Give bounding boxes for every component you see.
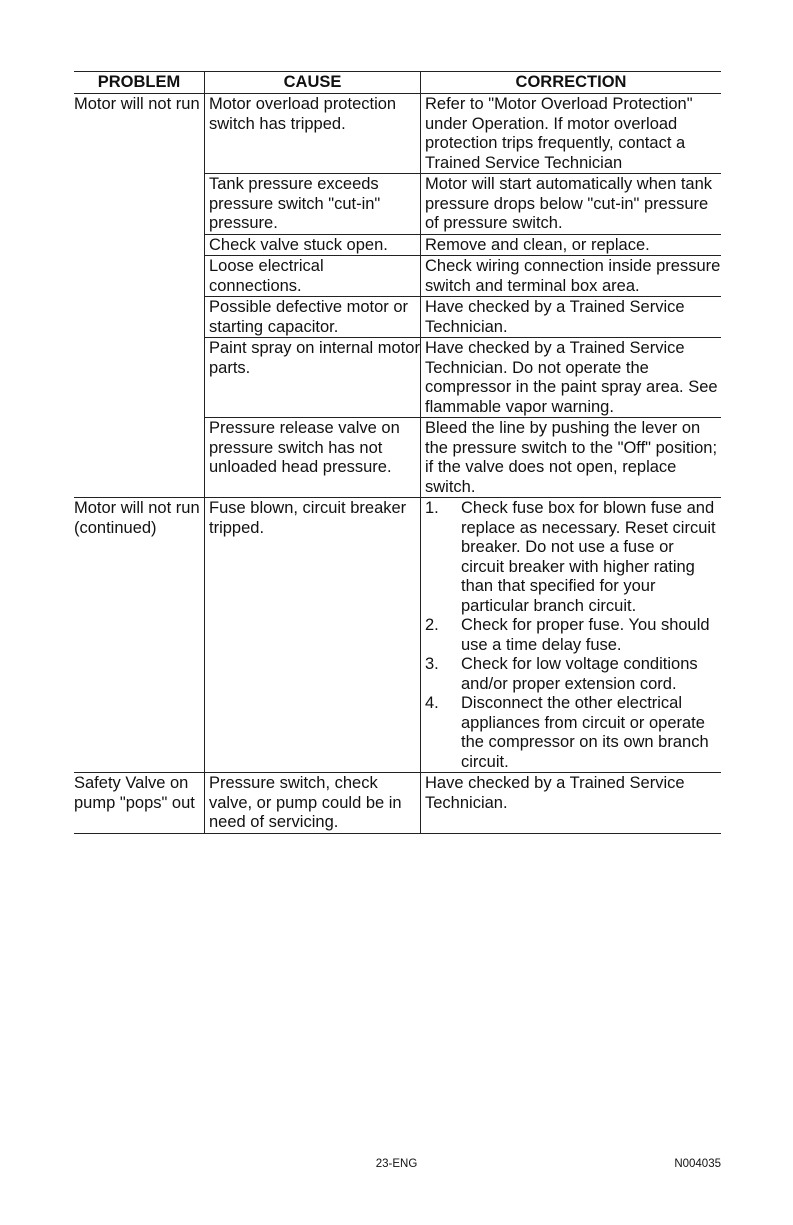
step-text: Check fuse box for blown fuse and replace as necessary. Reset circuit breaker. Do not use a fuse or circuit breaker with higher rating than that specified for your particular branch circuit.	[461, 499, 716, 615]
problem-cell: Motor will not run (continued)	[74, 499, 200, 537]
list-item	[425, 616, 721, 655]
header-problem: PROBLEM	[97, 73, 181, 91]
cause-cell: Fuse blown, circuit breaker tripped.	[204, 498, 420, 772]
troubleshooting-table	[74, 71, 721, 834]
list-item	[425, 694, 721, 772]
list-item	[425, 655, 721, 694]
table-row	[204, 418, 721, 497]
table-row	[204, 773, 721, 833]
correction-cell: Have checked by a Trained Service Technician.	[420, 773, 721, 833]
page-number: 23-ENG	[375, 1158, 418, 1170]
problem-cell: Motor will not run	[74, 95, 200, 113]
cause-cell: Possible defective motor or starting capacitor.	[204, 297, 420, 337]
list-item	[425, 499, 721, 616]
table-header	[74, 72, 721, 94]
correction-steps	[425, 499, 721, 772]
correction-cell: Motor will start automatically when tank pressure drops below "cut-in" pressure of pressure switch.	[420, 174, 721, 234]
table-row	[204, 256, 721, 297]
step-number: 1.	[425, 499, 439, 517]
step-text: Check for low voltage conditions and/or proper extension cord.	[461, 655, 698, 693]
cause-cell: Paint spray on internal motor parts.	[204, 338, 420, 417]
table-group	[74, 773, 721, 834]
header-cause: CAUSE	[204, 72, 420, 93]
correction-cell	[420, 498, 721, 772]
table-row	[204, 297, 721, 338]
correction-cell: Refer to "Motor Overload Protection" under Operation. If motor overload protection trips frequently, contact a Trained Service Technician	[420, 94, 721, 173]
correction-cell: Remove and clean, or replace.	[420, 235, 721, 256]
cause-cell: Check valve stuck open.	[204, 235, 420, 256]
step-text: Disconnect the other electrical appliances from circuit or operate the compressor on its own branch circuit.	[461, 694, 709, 771]
correction-cell: Check wiring connection inside pressure switch and terminal box area.	[420, 256, 721, 296]
table-row	[204, 235, 721, 257]
cause-cell: Motor overload protection switch has tripped.	[204, 94, 420, 173]
step-number: 2.	[425, 616, 439, 634]
correction-cell: Have checked by a Trained Service Technician. Do not operate the compressor in the paint spray area. See flammable vapor warning.	[420, 338, 721, 417]
table-group	[74, 498, 721, 773]
cause-cell: Loose electrical connections.	[204, 256, 420, 296]
step-number: 4.	[425, 694, 439, 712]
step-text: Check for proper fuse. You should use a time delay fuse.	[461, 616, 710, 654]
table-row	[204, 498, 721, 772]
table-row	[204, 338, 721, 418]
correction-cell: Have checked by a Trained Service Technician.	[420, 297, 721, 337]
table-row	[204, 94, 721, 174]
table-row	[204, 174, 721, 235]
header-correction: CORRECTION	[420, 72, 721, 93]
cause-cell: Tank pressure exceeds pressure switch "cut-in" pressure.	[204, 174, 420, 234]
table-group	[74, 94, 721, 498]
cause-cell: Pressure switch, check valve, or pump could be in need of servicing.	[204, 773, 420, 833]
correction-cell: Bleed the line by pushing the lever on the pressure switch to the "Off" position; if the valve does not open, replace switch.	[420, 418, 721, 497]
step-number: 3.	[425, 655, 439, 673]
problem-cell: Safety Valve on pump "pops" out	[74, 774, 195, 812]
cause-cell: Pressure release valve on pressure switch has not unloaded head pressure.	[204, 418, 420, 497]
document-code: N004035	[674, 1158, 721, 1170]
